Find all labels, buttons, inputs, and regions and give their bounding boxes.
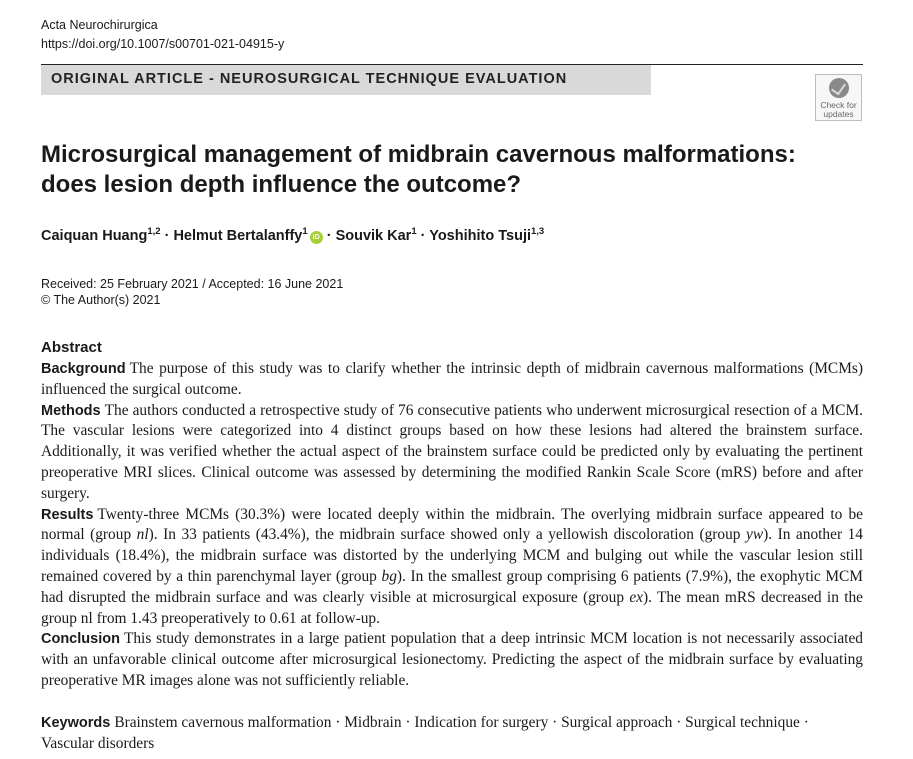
orcid-icon[interactable]: iD bbox=[310, 231, 323, 244]
author-name[interactable]: Yoshihito Tsuji bbox=[429, 227, 531, 244]
abstract-results bbox=[41, 505, 863, 630]
author-affiliation: 1,3 bbox=[531, 226, 545, 237]
background-label: Background bbox=[41, 361, 126, 377]
title-line-1: Microsurgical management of midbrain cavernous malformations: bbox=[41, 141, 796, 168]
publication-dates bbox=[41, 276, 343, 308]
author-name[interactable]: Helmut Bertalanffy bbox=[173, 227, 303, 244]
article-type-label: ORIGINAL ARTICLE - NEUROSURGICAL TECHNIQUE EVALUATION bbox=[51, 71, 568, 87]
group-code: ex bbox=[629, 588, 643, 606]
journal-header bbox=[41, 16, 284, 54]
copyright-notice: © The Author(s) 2021 bbox=[41, 293, 161, 307]
author-separator: · bbox=[322, 227, 336, 244]
conclusion-text: This study demonstrates in a large patient population that a deep intrinsic MCM location is not necessarily associated with an unfavorable clinical outcome after microsurgical lesionectomy. Predicting the aspect of the midbrain surface by evaluating preoperative MR images alone was not sufficiently reliable. bbox=[41, 630, 863, 689]
abstract-heading: Abstract bbox=[41, 339, 102, 356]
results-text: Twenty-three MCMs (30.3%) were located deeply within the midbrain. The overlying midbrain surface appeared to be normal (group bbox=[41, 505, 863, 544]
author-name[interactable]: Souvik Kar bbox=[335, 227, 412, 244]
doi-link[interactable]: https://doi.org/10.1007/s00701-021-04915-y bbox=[41, 37, 285, 51]
keywords-text: Brainstem cavernous malformation · Midbrain · Indication for surgery · Surgical approach · Surgical technique · Vascular disorders bbox=[41, 714, 809, 752]
article-title bbox=[41, 140, 841, 200]
check-updates-line1: Check for bbox=[820, 100, 857, 110]
background-text: The purpose of this study was to clarify whether the intrinsic depth of midbrain cavernous malformations (MCMs) influenced the surgical outcome. bbox=[41, 360, 863, 398]
journal-name: Acta Neurochirurgica bbox=[41, 18, 158, 32]
methods-text: The authors conducted a retrospective study of 76 consecutive patients who underwent microsurgical resection of a MCM. The vascular lesions were categorized into 4 distinct groups based on how these lesions had altered the brainstem surface. Additionally, it was verified whether the actual aspect of the brainstem surface could be predicted only by evaluating the pertinent preoperative MRI slices. Clinical outcome was assessed by determining the modified Rankin Scale Score (mRS) before and after surgery. bbox=[41, 401, 863, 502]
results-label: Results bbox=[41, 506, 94, 523]
keywords-section bbox=[41, 713, 863, 755]
received-accepted-dates: Received: 25 February 2021 / Accepted: 16 June 2021 bbox=[41, 277, 344, 291]
author-separator: · bbox=[416, 227, 430, 244]
title-line-2: does lesion depth influence the outcome? bbox=[41, 171, 522, 198]
results-text: ). In 33 patients (43.4%), the midbrain surface showed only a yellowish discoloration (group bbox=[148, 526, 746, 544]
group-code: nl bbox=[136, 526, 149, 544]
author-name[interactable]: Caiquan Huang bbox=[41, 227, 148, 244]
results-text: ). In another 14 individuals (18.4%), the midbrain surface was distorted by the underlying MCM and bulging out while the vascular lesion still remained covered by a thin parenchymal layer (group bbox=[41, 526, 863, 585]
methods-label: Methods bbox=[41, 402, 101, 419]
check-for-updates-badge[interactable] bbox=[815, 74, 862, 121]
group-code: yw bbox=[746, 526, 764, 544]
check-updates-icon bbox=[829, 78, 849, 98]
abstract-background bbox=[41, 359, 863, 401]
abstract-body bbox=[41, 359, 863, 692]
conclusion-label: Conclusion bbox=[41, 631, 120, 648]
author-separator: · bbox=[160, 227, 174, 244]
article-type-banner bbox=[41, 65, 651, 95]
author-affiliation: 1 bbox=[302, 226, 308, 237]
abstract-conclusion bbox=[41, 629, 863, 691]
author-list bbox=[41, 226, 544, 244]
group-code: bg bbox=[381, 567, 397, 585]
keywords-label: Keywords bbox=[41, 715, 111, 731]
results-text: ). The mean mRS decreased in the group nl from 1.43 preoperatively to 0.61 at follow-up. bbox=[41, 588, 863, 627]
abstract-methods bbox=[41, 401, 863, 505]
author-affiliation: 1,2 bbox=[147, 226, 161, 237]
author-affiliation: 1 bbox=[411, 226, 417, 237]
results-text: ). In the smallest group comprising 6 patients (7.9%), the exophytic MCM had disrupted the midbrain surface and was clearly visible at microsurgical exposure (group bbox=[41, 567, 863, 606]
check-updates-line2: updates bbox=[823, 109, 854, 119]
